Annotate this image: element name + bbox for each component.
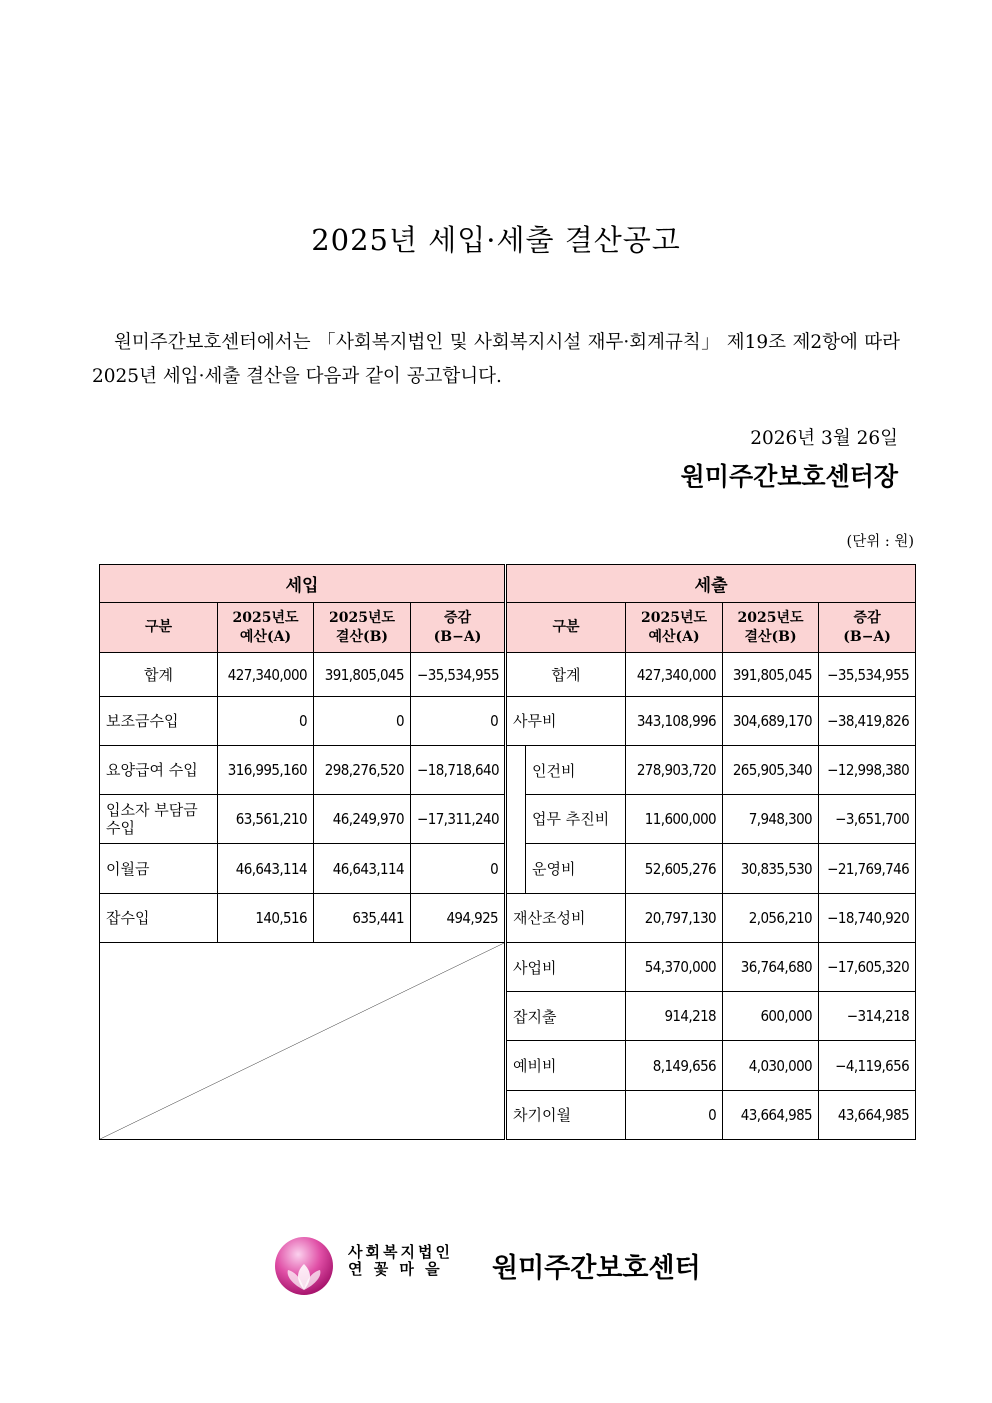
- settlement-table: [99, 564, 916, 1140]
- signer-name: 원미주간보호센터장: [680, 462, 898, 491]
- org-subtitle: 사회복지법인 연 꽃 마 을: [348, 1243, 453, 1278]
- table-row: 잡지출 914,218 600,000 −314,218: [100, 992, 916, 1041]
- expense-header: 세출: [506, 565, 916, 603]
- income-header: 세입: [100, 565, 506, 603]
- expense-col-settle: 2025년도 결산(B): [723, 603, 819, 653]
- table-row: 사업비 54,370,000 36,764,680 −17,605,320: [100, 942, 916, 991]
- table-row: 요양급여 수입 316,995,160 298,276,520 −18,718,640 인건비 278,903,720 265,905,340 −12,998,380: [100, 745, 916, 794]
- indent-spacer: [506, 745, 526, 893]
- income-col-diff: 증감 (B−A): [411, 603, 506, 653]
- table-row: 예비비 8,149,656 4,030,000 −4,119,656: [100, 1041, 916, 1090]
- page-title: 2025년 세입·세출 결산공고: [311, 223, 681, 257]
- org-name: 원미주간보호센터: [492, 1253, 701, 1284]
- income-col-settle: 2025년도 결산(B): [314, 603, 411, 653]
- diagonal-line: [100, 943, 504, 1139]
- table-row: 잡수입 140,516 635,441 494,925 재산조성비 20,797,130 2,056,210 −18,740,920: [100, 893, 916, 942]
- empty-diagonal-cell: [100, 942, 506, 1139]
- income-col-category: 구분: [100, 603, 218, 653]
- lotus-logo-icon: [274, 1236, 334, 1296]
- table-row: 차기이월 0 43,664,985 43,664,985: [100, 1090, 916, 1139]
- announcement-text: 원미주간보호센터에서는 「사회복지법인 및 사회복지시설 재무·회계규칙」 제19조 제2항에 따라 2025년 세입·세출 결산을 다음과 같이 공고합니다.: [92, 332, 900, 387]
- expense-col-budget: 2025년도 예산(A): [626, 603, 723, 653]
- announcement-paragraph: [92, 326, 900, 394]
- table-row: 합계 427,340,000 391,805,045 −35,534,955 합계 427,340,000 391,805,045 −35,534,955: [100, 653, 916, 696]
- table-row: 이월금 46,643,114 46,643,114 0 운영비 52,605,276 30,835,530 −21,769,746: [100, 844, 916, 893]
- unit-note: (단위 : 원): [846, 534, 914, 550]
- expense-col-diff: 증감 (B−A): [819, 603, 916, 653]
- expense-col-category: 구분: [506, 603, 626, 653]
- table-row: 입소자 부담금수입 63,561,210 46,249,970 −17,311,240 업무 추진비 11,600,000 7,948,300 −3,651,700: [100, 795, 916, 844]
- income-col-budget: 2025년도 예산(A): [218, 603, 314, 653]
- announcement-date: 2026년 3월 26일: [750, 428, 898, 449]
- table-row: 보조금수입 0 0 0 사무비 343,108,996 304,689,170 −38,419,826: [100, 696, 916, 745]
